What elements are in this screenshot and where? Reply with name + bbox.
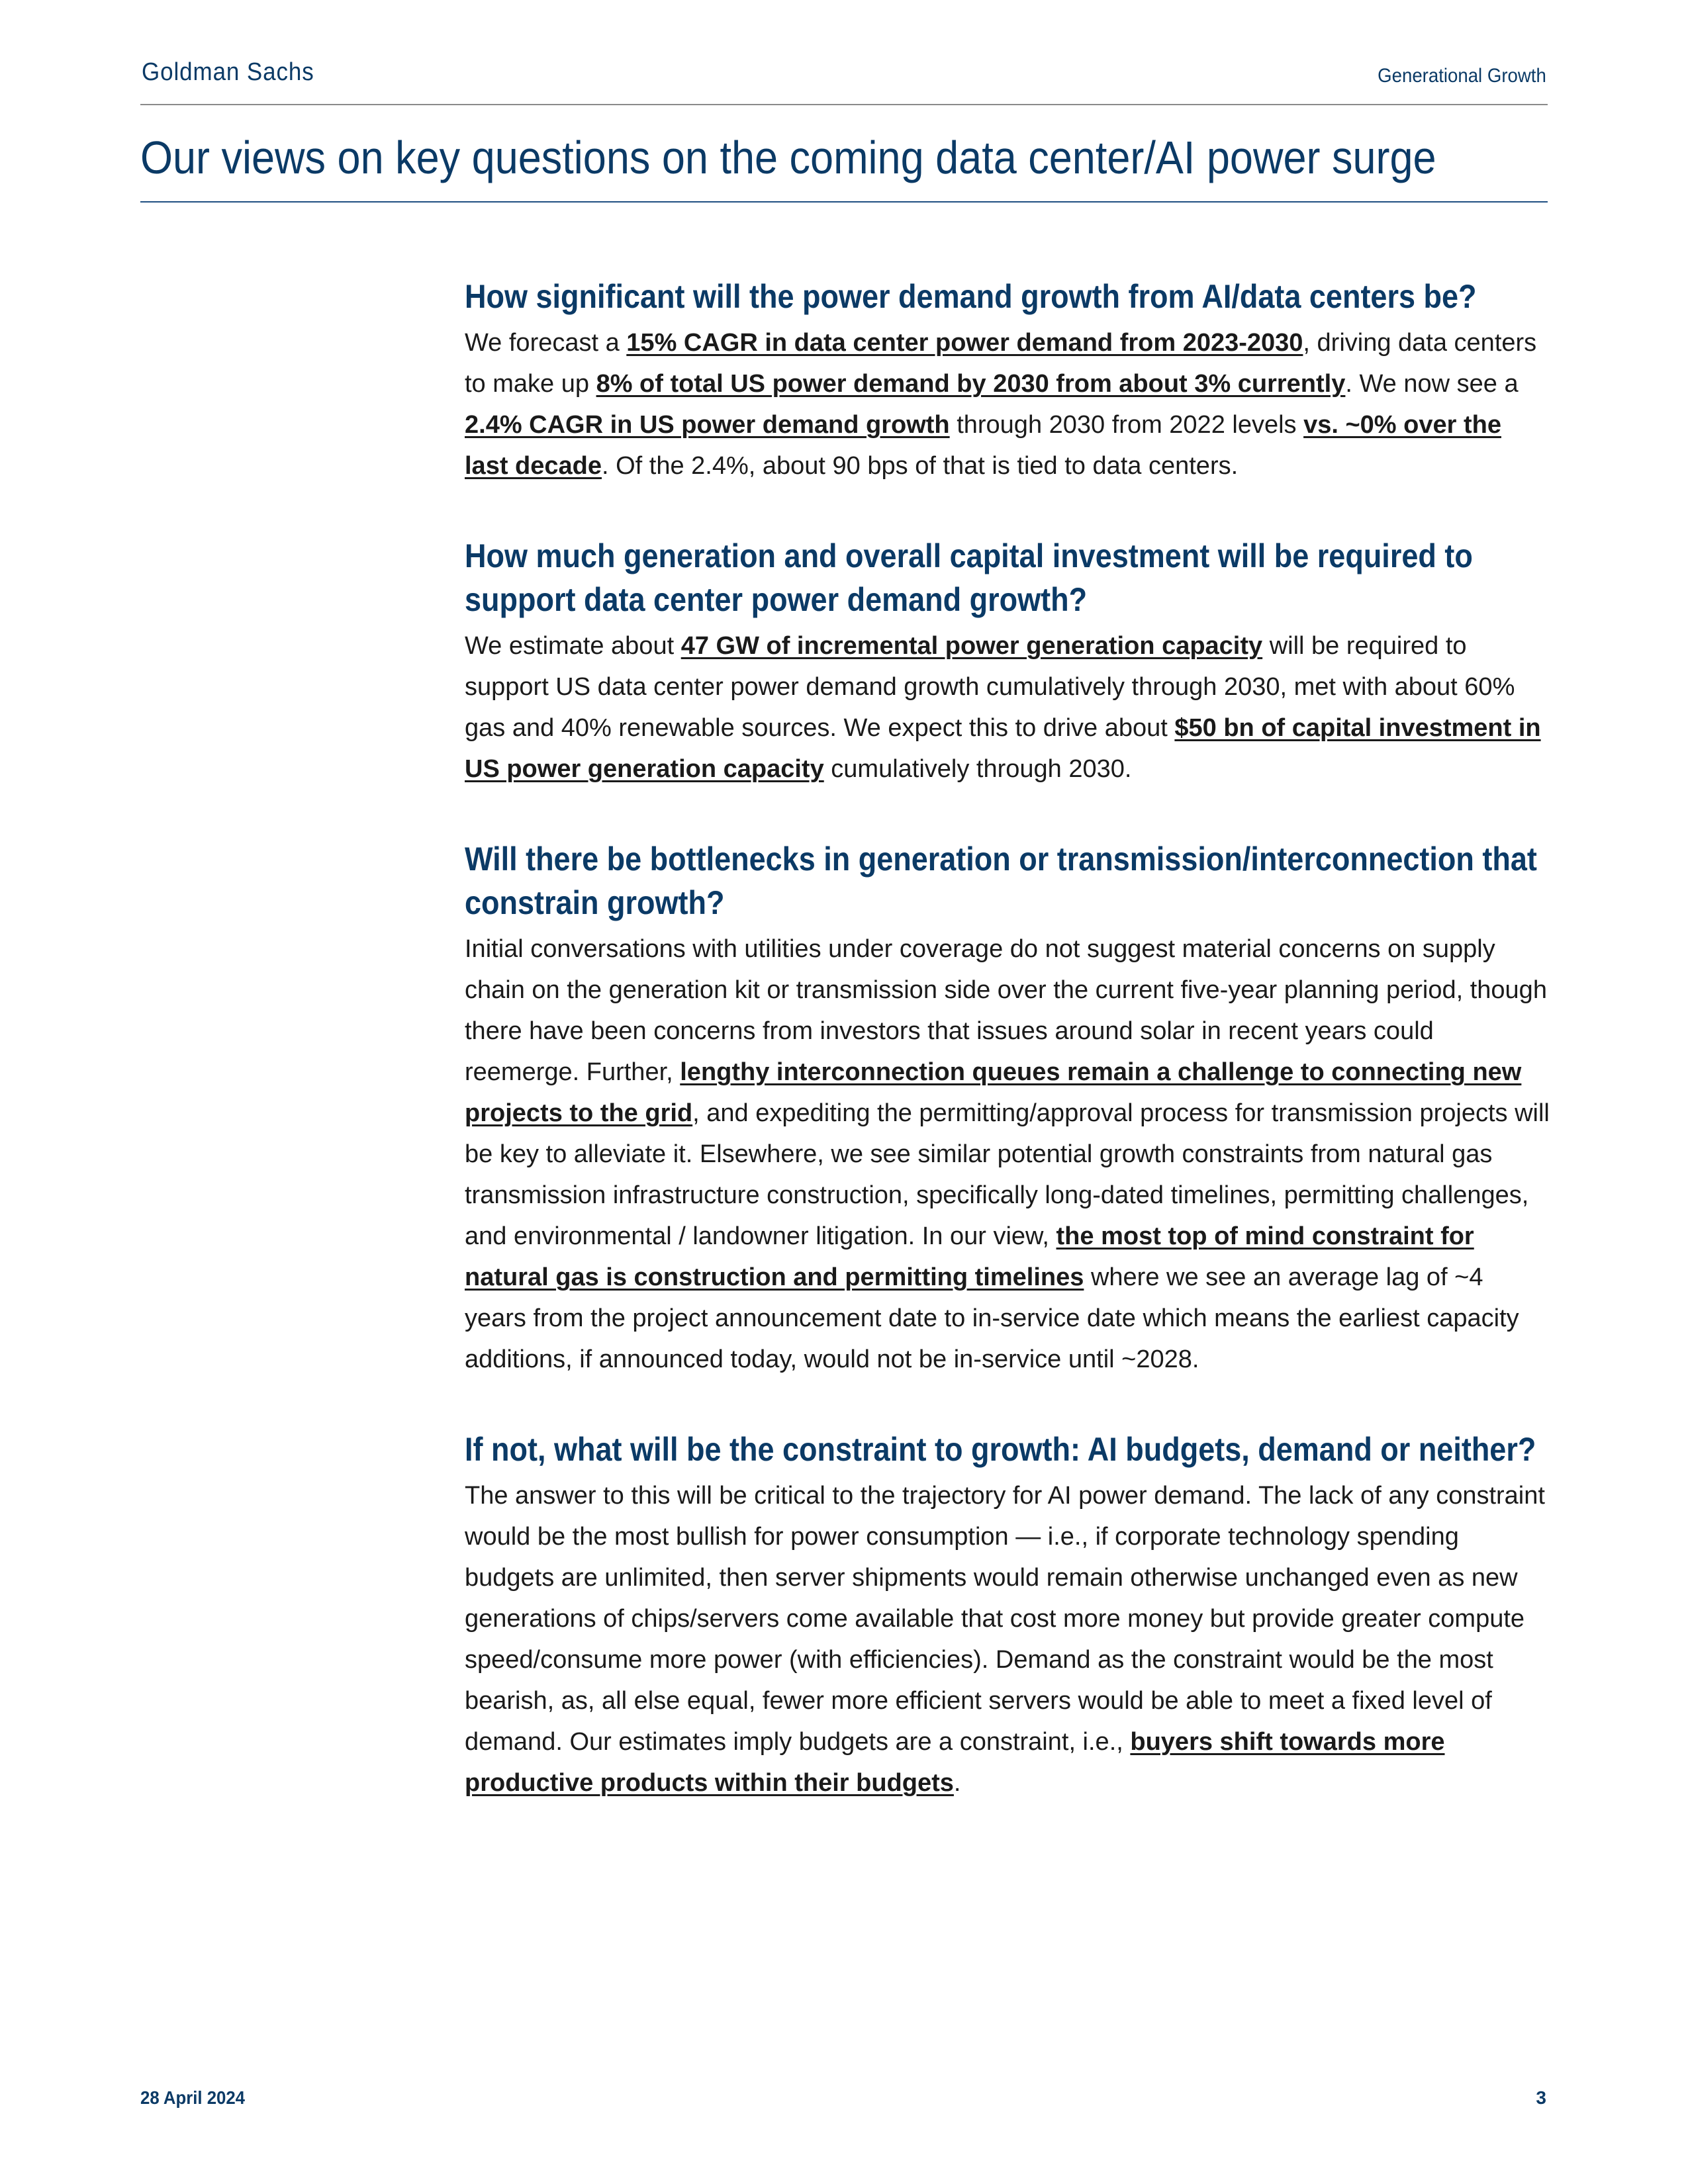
section-bottlenecks <box>465 837 1550 1380</box>
key-finding: 8% of total US power demand by 2030 from about 3% currently <box>596 370 1346 398</box>
body-text: We forecast a <box>465 329 627 357</box>
body-text: , and expediting the permitting/approval process for transmission projects will be key to alleviate it. Elsewhere, we see similar potential growth constraints from natural gas transmission infrastructure construction, specifically long-dated timelines, permitting challenges, and environmental / landowner litigation. In our view, <box>465 1099 1550 1250</box>
key-finding: the most top of mind constraint for natural gas is construction and permitting timelines <box>465 1222 1474 1291</box>
body-text: through 2030 from 2022 levels <box>949 411 1304 439</box>
body-text: The answer to this will be critical to the trajectory for AI power demand. The lack of any constraint would be the most bullish for power consumption — i.e., if corporate technology spending budgets are unlimited, then server shipments would remain otherwise unchanged even as new generations of chips/servers come available that cost more money but provide greater compute speed/consume more power (with efficiencies). Demand as the constraint would be the most bearish, as, all else equal, fewer more efficient servers would be able to meet a fixed level of demand. Our estimates imply budgets are a constraint, i.e., <box>465 1482 1545 1756</box>
body-text: Initial conversations with utilities under coverage do not suggest material concerns on supply chain on the generation kit or transmission side over the current five-year planning period, though there have been concerns from investors that issues around solar in recent years could reemerge. Further, <box>465 935 1547 1086</box>
body-text: where we see an average lag of ~4 years from the project announcement date to in-service date which means the earliest capacity additions, if announced today, would not be in-service until ~2028. <box>465 1263 1519 1373</box>
section-body <box>465 625 1550 790</box>
section-body <box>465 1475 1550 1803</box>
page-number: 3 <box>1536 2087 1546 2108</box>
body-text: . We now see a <box>1345 370 1519 398</box>
main-content <box>465 275 1550 1851</box>
header-divider <box>140 104 1548 105</box>
key-finding: 15% CAGR in data center power demand from 2023-2030 <box>626 329 1303 357</box>
section-body <box>465 929 1550 1380</box>
section-body <box>465 322 1550 486</box>
key-finding: vs. ~0% over the last decade <box>465 411 1501 480</box>
body-text: . <box>953 1769 961 1797</box>
key-finding: 47 GW of incremental power generation capacity <box>680 632 1263 660</box>
page-title: Our views on key questions on the coming data center/AI power surge <box>140 132 1436 183</box>
section-heading: If not, what will be the constraint to growth: AI budgets, demand or neither? <box>465 1431 1536 1468</box>
report-title: Generational Growth <box>1378 65 1546 87</box>
key-finding: buyers shift towards more productive products within their budgets <box>465 1728 1445 1797</box>
key-finding: 2.4% CAGR in US power demand growth <box>465 411 950 439</box>
publication-date: 28 April 2024 <box>140 2087 245 2108</box>
section-growth-constraint <box>465 1428 1550 1803</box>
section-heading: Will there be bottlenecks in generation or transmission/interconnection that constrain growth? <box>465 841 1537 921</box>
section-power-demand-growth <box>465 275 1550 486</box>
title-divider <box>140 201 1548 203</box>
section-heading: How significant will the power demand growth from AI/data centers be? <box>465 278 1477 315</box>
body-text: , driving data centers to make up <box>465 329 1537 398</box>
body-text: We estimate about <box>465 632 681 660</box>
body-text: will be required to support US data center power demand growth cumulatively through 2030, met with about 60% gas and 40% renewable sources. We expect this to drive about <box>465 632 1515 742</box>
body-text: . Of the 2.4%, about 90 bps of that is tied to data centers. <box>602 452 1239 480</box>
key-finding: $50 bn of capital investment in US power generation capacity <box>465 714 1541 783</box>
body-text: cumulatively through 2030. <box>823 755 1132 783</box>
section-capital-investment <box>465 534 1550 790</box>
brand-name: Goldman Sachs <box>142 58 314 86</box>
key-finding: lengthy interconnection queues remain a challenge to connecting new projects to the grid <box>465 1058 1522 1127</box>
section-heading: How much generation and overall capital investment will be required to support data center power demand growth? <box>465 537 1473 618</box>
